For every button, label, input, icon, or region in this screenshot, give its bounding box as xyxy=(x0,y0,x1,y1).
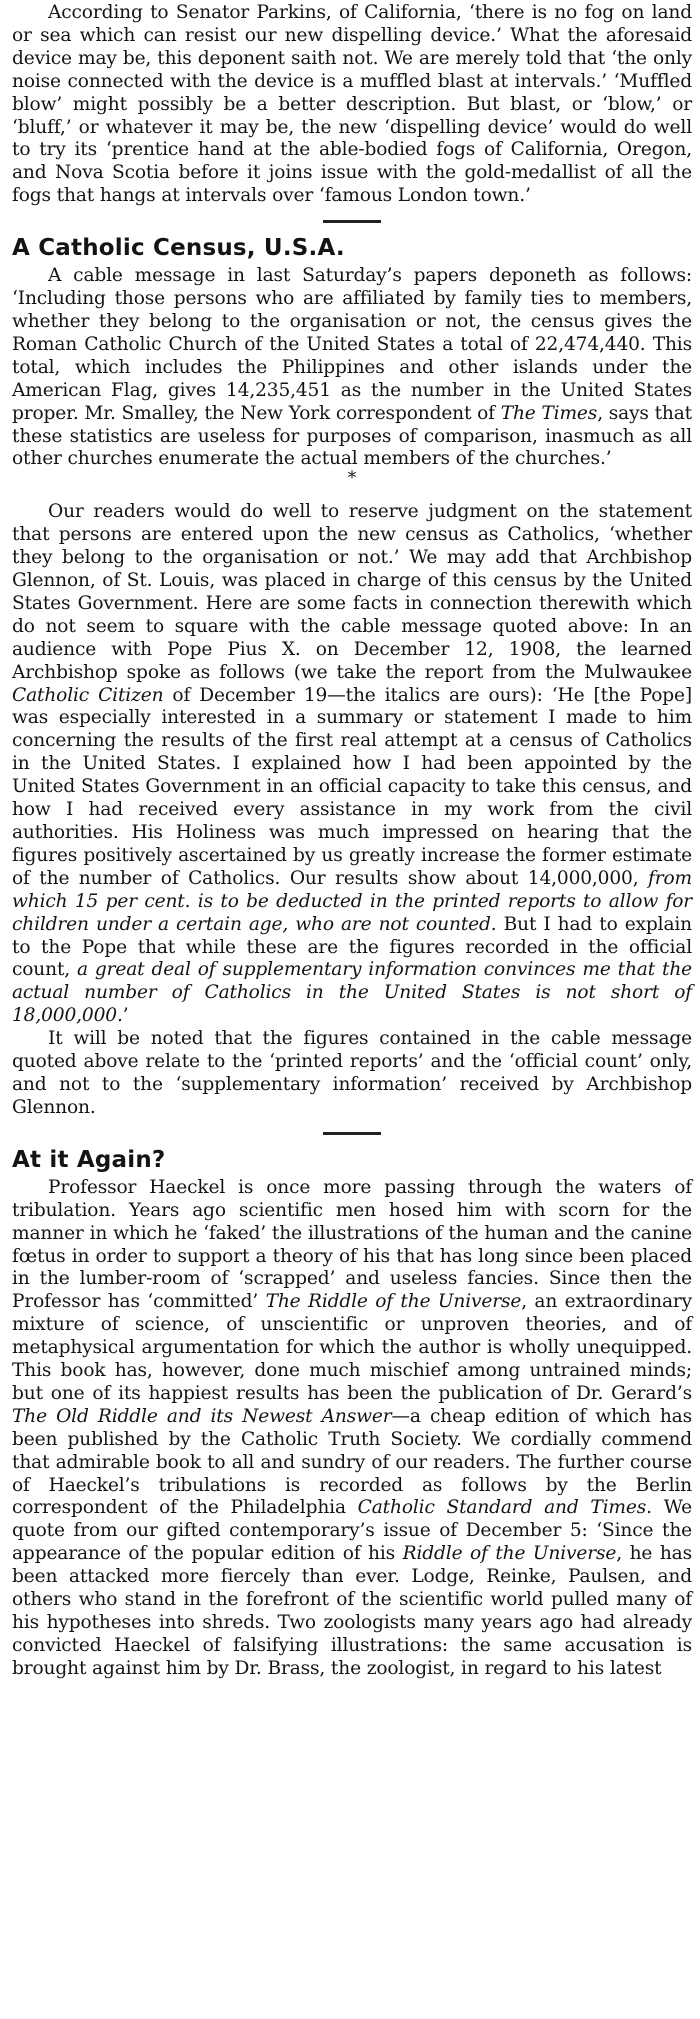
text-run: , he has been attacked more fiercely than ever. Lodge, Reinke, Paulsen, and others who stand in the forefront of the scientific world pulled many of his hypotheses into shreds. Two zoologists many years ago had already convicted Haeckel of falsifying illustrations: the same accusation is brought against him by Dr. Brass, the zoologist, in regard to his latest xyxy=(12,1543,692,1679)
text-run: Our readers would do well to reserve judgment on the statement that persons are entered upon the new census as Catholics, ‘whether they belong to the organisation or not.’ We may add that Archbishop Glennon, of St. Louis, was placed in charge of this census by the United States Government. Here are some facts in connection therewith which do not seem to square with the cable message quoted above: In an audience with Pope Pius X. on December 12, 1908, the learned Archbishop spoke as follows (we take the report from the Mulwaukee xyxy=(12,501,692,683)
italic-title-riddle: The Riddle of the Universe xyxy=(265,1291,522,1313)
italic-title-old-riddle: The Old Riddle and its Newest Answer xyxy=(12,1405,392,1427)
italic-title-catholic-citizen: Catholic Citizen xyxy=(12,684,164,706)
italic-title-riddle: Riddle of the Universe xyxy=(402,1543,617,1565)
fog-device-paragraph: According to Senator Parkins, of California, ‘there is no fog on land or sea which can resist our new dispelling device.’ What the aforesaid device may be, this deponent saith not. We are merely told that ‘the only noise connected with the device is a muffled blast at intervals.’ ‘Muffled blow’ might possibly be a better description. But blast, or ‘blow,’ or ‘bluff,’ or whatever it may be, the new ‘dispelling device’ would do well to try its ‘prentice hand at the able-bodied fogs of California, Oregon, and Nova Scotia before it joins issue with the gold-medallist of all the fogs that hangs at intervals over ‘famous London town.’ xyxy=(12,2,692,207)
haeckel-paragraph xyxy=(12,1177,692,1681)
haeckel-heading: At it Again? xyxy=(12,1146,166,1173)
section-divider xyxy=(323,220,381,223)
text-run: . We quote from our gifted contemporary’s issue of December 5: ‘Since the appearance of the popular edition of his xyxy=(12,1497,692,1565)
census-glennon-paragraph xyxy=(12,501,692,1028)
text-run: A cable message in last Saturday’s papers deponeth as follows: ‘Including those persons who are affiliated by family ties to members, whether they belong to the organisation or not, the census gives the Roman Catholic Church of the United States a total of 22,474,440. This total, which includes the Philippines and other islands under the American Flag, gives 14,235,451 as the number in the United States proper. Mr. Smalley, the New York correspondent of xyxy=(12,265,692,424)
census-note-paragraph: It will be noted that the figures contained in the cable message quoted above relate to the ‘printed reports’ and the ‘official count’ only, and not to the ‘supplementary information’ received by Archbishop Glennon. xyxy=(12,1028,692,1118)
italic-title-catholic-standard: Catholic Standard and Times xyxy=(357,1497,647,1519)
section-divider xyxy=(323,1132,381,1135)
text-run: , an extraordinary mixture of science, of unscientific or unproven theories, and of metaphysical argumentation for which the author is wholly unequipped. This book has, however, done much mischief among untrained minds; but one of its happiest results has been the publication of Dr. Gerard’s xyxy=(12,1291,692,1404)
census-heading: A Catholic Census, U.S.A. xyxy=(12,235,345,262)
text-run: —a cheap edition of which has been published by the Catholic Truth Society. We cordially commend that admirable book to all and sundry of our readers. The further course of Haeckel’s tribulations is recorded as follows by the Berlin correspondent of the Philadelphia xyxy=(12,1405,693,1519)
asterisk-separator: * xyxy=(347,468,357,489)
text-run: Professor Haeckel is once more passing through the waters of tribulation. Years ago scientific men hosed him with scorn for the manner in which he ‘faked’ the illustrations of the human and the canine fœtus in order to support a theory of his that has long since been placed in the lumber-room of ‘scrapped’ and useless fancies. Since then the Professor has ‘committed’ xyxy=(12,1176,692,1313)
italic-title-times: The Times xyxy=(500,402,598,424)
text-run: , says that these statistics are useless for purposes of comparison, inasmuch as all other churches enumerate the actual members of the churches.’ xyxy=(12,402,693,470)
italic-emphasis: a great deal of supplementary information convinces me that the actual number of Catholics in the United States is not short of 18,000,000. xyxy=(12,959,692,1027)
text-run: ’ xyxy=(122,1005,129,1027)
text-run: But I had to explain to the Pope that while these are the figures recorded in the official count, xyxy=(12,913,693,981)
text-run: of December 19—the italics are ours): ‘He [the Pope] was especially interested in a summary or statement I made to him concerning the results of the first real attempt at a census of Catholics in the United States. I explained how I had been appointed by the United States Government in an official capacity to take this census, and how I had received every assistance in my work from the civil authorities. His Holiness was much impressed on hearing that the figures positively ascertained by us greatly increase the former estimate of the number of Catholics. Our results show about 14,000,000, xyxy=(12,684,692,889)
italic-emphasis: from which 15 per cent. is to be deducted in the printed reports to allow for children under a certain age, who are not counted. xyxy=(12,867,692,935)
census-cable-paragraph xyxy=(12,265,692,471)
